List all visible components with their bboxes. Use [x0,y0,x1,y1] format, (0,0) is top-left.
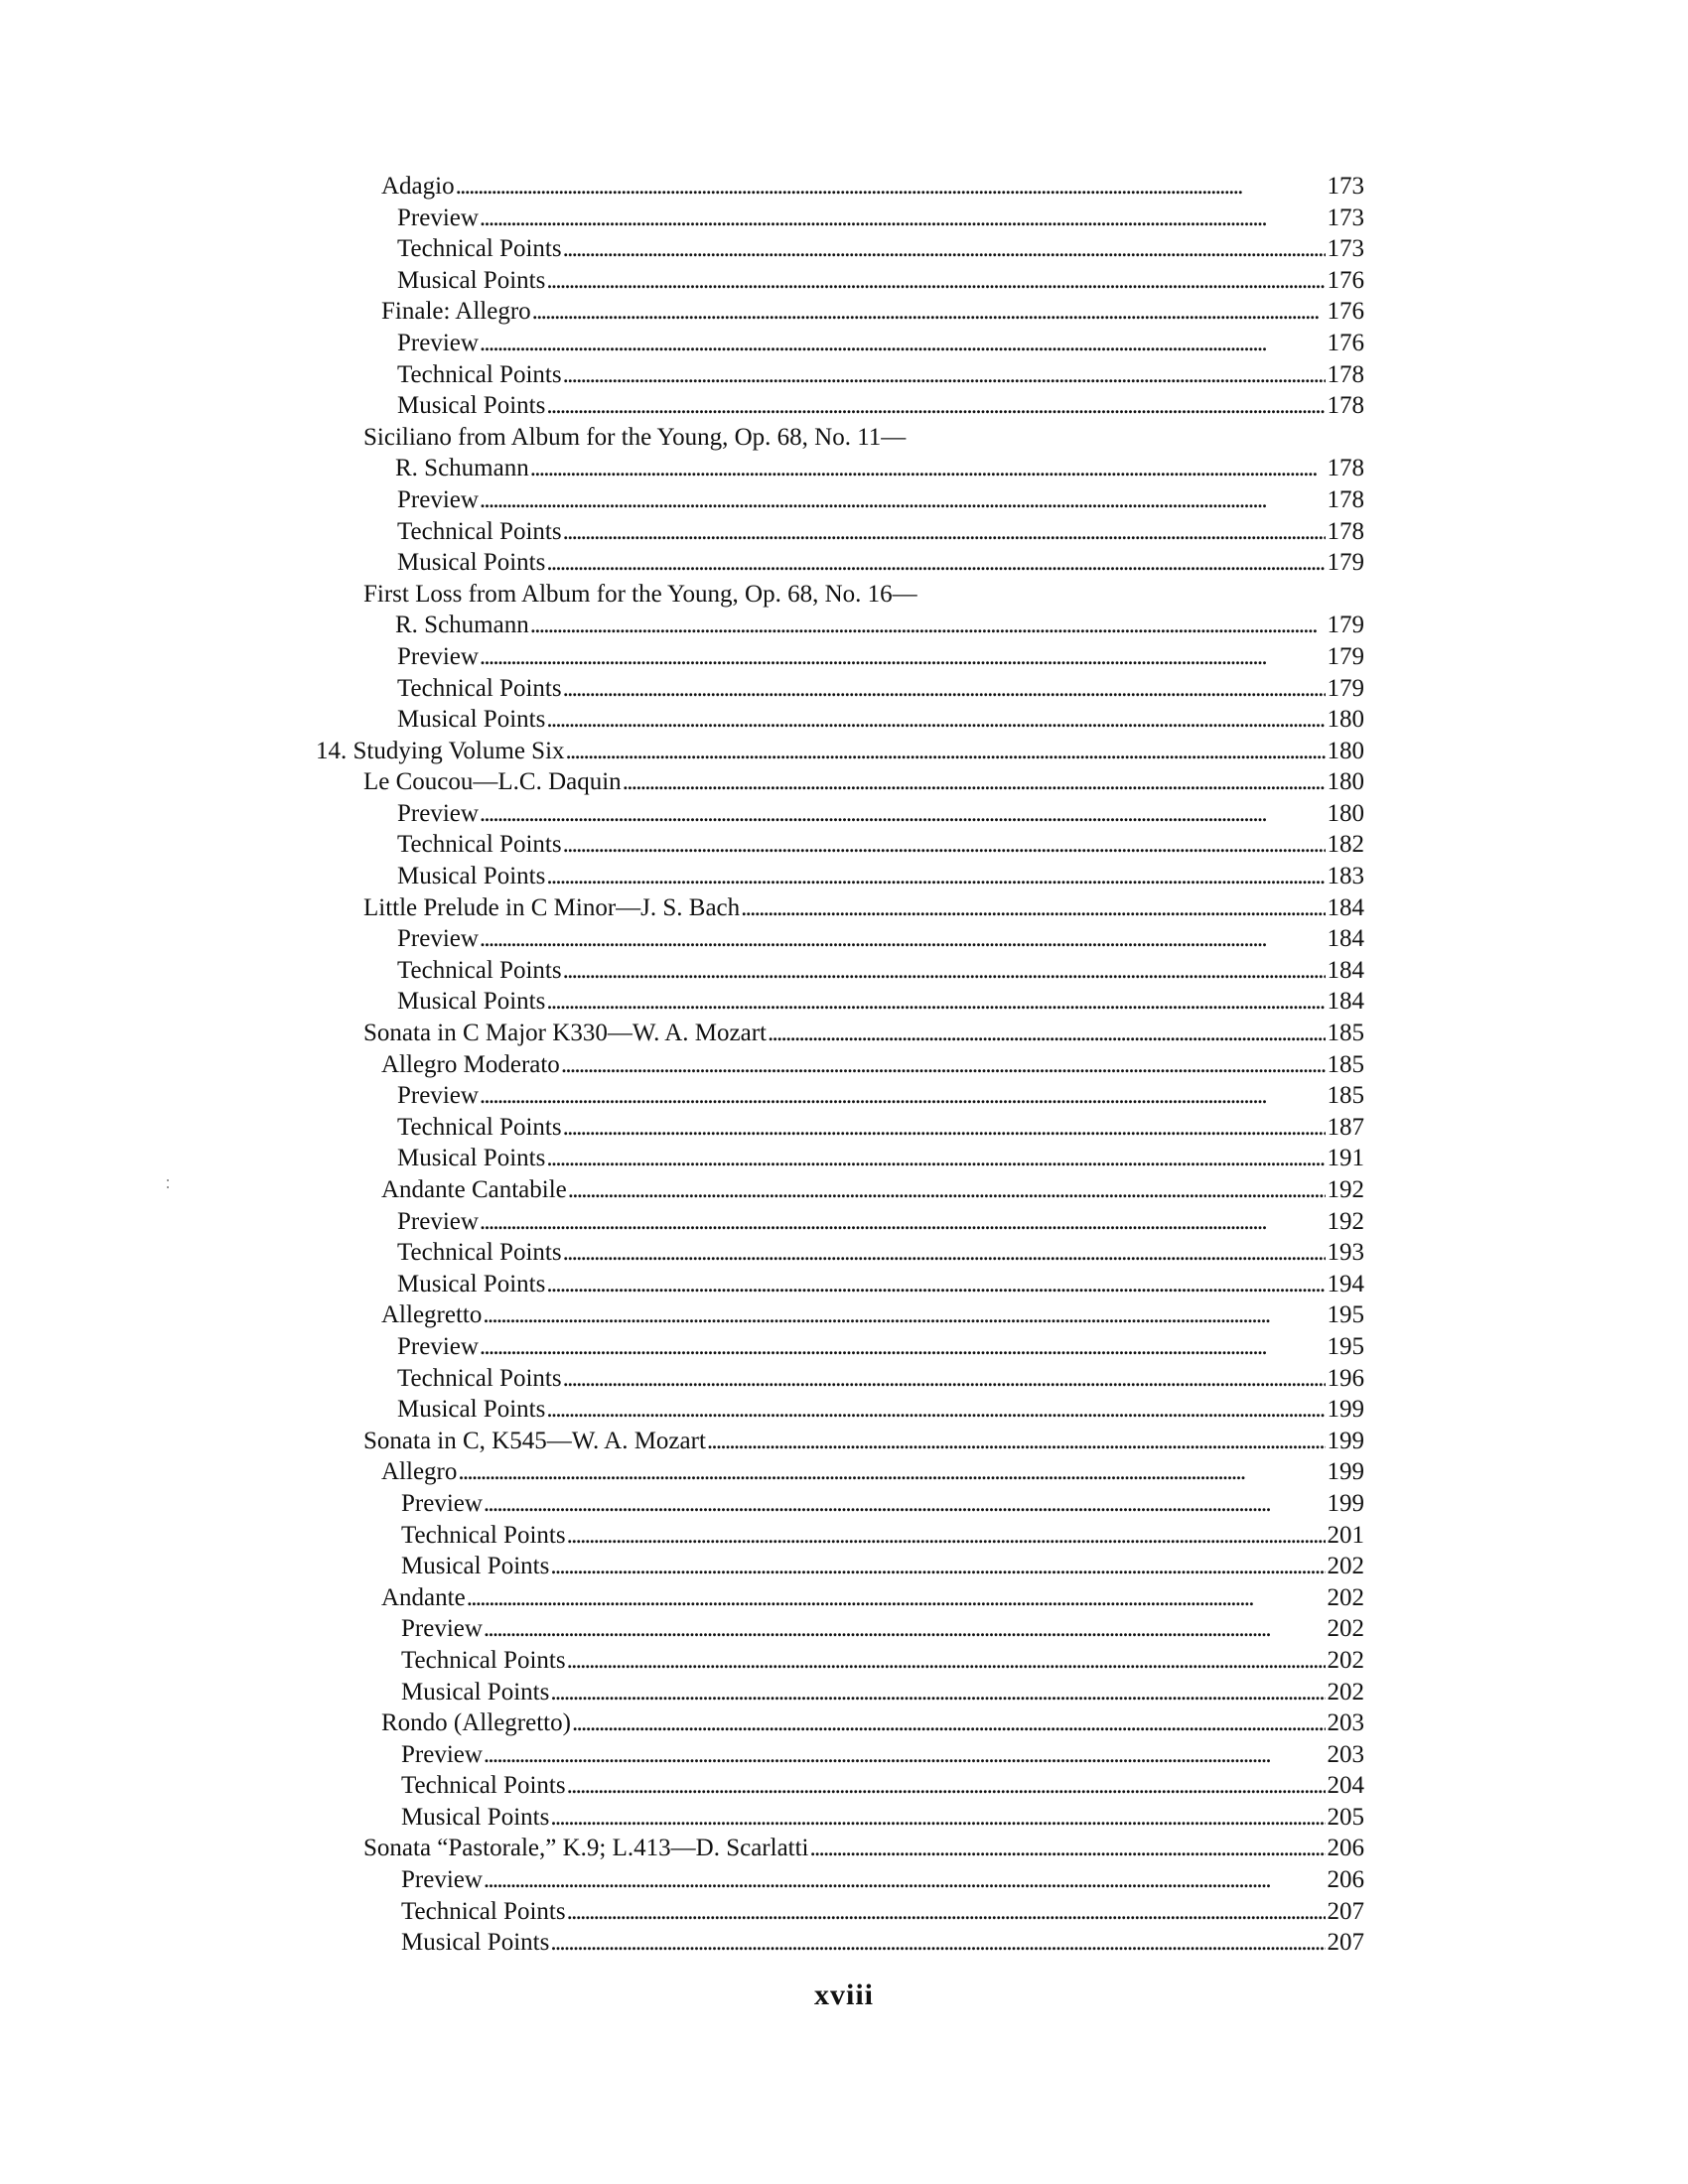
dot-leader [563,673,1326,705]
toc-entry [0,986,1364,1018]
dot-leader [484,1739,1326,1771]
toc-entry-title: Technical Points [397,360,562,388]
toc-entry [0,328,1364,359]
toc-entry [0,736,1364,767]
toc-entry-title: Technical Points [397,1113,562,1141]
dot-leader [546,861,1325,892]
toc-entry-title: Le Coucou—L.C. Daquin [363,768,622,796]
toc-entry-title: Musical Points [397,1145,546,1172]
toc-entry-title: Preview [401,1489,483,1517]
dot-leader [546,547,1325,579]
dot-leader [467,1582,1326,1614]
toc-entry-title: Sonata “Pastorale,” K.9; L.413—D. Scarlatti [363,1835,809,1862]
dot-leader [456,171,1326,203]
toc-entry-title: Musical Points [397,549,546,577]
toc-page-number: 178 [1327,485,1364,513]
toc-entry-title: Sonata in C, K545—W. A. Mozart [363,1427,706,1454]
dot-leader [563,829,1326,861]
dot-leader [623,766,1326,798]
dot-leader [563,1112,1326,1144]
toc-page-number: 185 [1327,1020,1364,1047]
toc-page-number: 180 [1327,706,1364,734]
toc-entry [0,1299,1364,1331]
table-of-contents [0,171,1688,1959]
toc-entry-title: Technical Points [397,674,562,702]
dot-leader [546,1394,1325,1426]
toc-entry-title: Adagio [381,173,455,200]
toc-entry-title: R. Schumann [395,455,529,482]
dot-leader [563,359,1326,391]
toc-entry-title: Musical Points [401,1803,550,1831]
toc-page-number: 196 [1327,1364,1364,1392]
dot-leader [550,1927,1325,1959]
dot-leader [563,516,1326,548]
toc-entry-title: Technical Points [397,1364,562,1392]
dot-leader [458,1456,1325,1488]
toc-page-number: 201 [1327,1521,1364,1549]
dot-leader [484,1864,1326,1896]
toc-entry [0,1677,1364,1708]
toc-entry [0,610,1364,641]
toc-page-number: 206 [1327,1866,1364,1894]
dot-leader [563,955,1326,987]
dot-leader [546,704,1325,736]
toc-page-number: 179 [1327,642,1364,670]
dot-leader [480,1080,1326,1112]
toc-entry-title: Little Prelude in C Minor—J. S. Bach [363,893,741,921]
toc-entry-title: Technical Points [401,1646,566,1674]
toc-entry [0,923,1364,955]
dot-leader [567,1770,1326,1802]
toc-entry-title: R. Schumann [395,612,529,639]
toc-entry [0,390,1364,422]
toc-entry-title: Preview [397,485,479,513]
toc-page-number: 204 [1327,1772,1364,1800]
dot-leader [768,1018,1326,1049]
dot-leader [484,1613,1326,1645]
toc-page-number: 173 [1327,173,1364,200]
toc-page-number: 180 [1327,799,1364,827]
toc-page-number: 179 [1327,674,1364,702]
toc-page-number: 199 [1327,1458,1364,1486]
toc-entry [0,641,1364,673]
dot-leader [567,1896,1326,1928]
toc-entry [0,1802,1364,1834]
dot-leader [530,610,1326,641]
toc-entry [0,766,1364,798]
toc-entry [0,955,1364,987]
toc-entry-title: Rondo (Allegretto) [381,1709,571,1737]
toc-entry-title: Musical Points [397,988,546,1016]
toc-page-number: 207 [1327,1897,1364,1925]
toc-entry-title: Siciliano from Album for the Young, Op. 68, No. 11— [363,423,907,451]
toc-page-number: 182 [1327,831,1364,859]
dot-leader [563,233,1326,265]
toc-entry [0,704,1364,736]
toc-entry-title: Preview [401,1866,483,1894]
toc-entry [0,1206,1364,1238]
toc-page-number: 178 [1327,360,1364,388]
dot-leader [484,1488,1326,1520]
toc-page-number: 203 [1327,1709,1364,1737]
toc-entry [0,1112,1364,1144]
toc-entry-title: Technical Points [401,1772,566,1800]
toc-page-number: 187 [1327,1113,1364,1141]
toc-entry [0,1237,1364,1269]
toc-entry [0,1520,1364,1552]
toc-entry [0,1770,1364,1802]
toc-page-number: 178 [1327,455,1364,482]
toc-entry [0,265,1364,297]
toc-entry [0,484,1364,516]
toc-entry-title: Andante [381,1583,466,1611]
toc-entry-title: 14. Studying Volume Six [316,737,565,764]
toc-entry-title: Allegretto [381,1301,483,1329]
toc-entry [0,1739,1364,1771]
dot-leader [530,453,1326,484]
toc-entry [0,1394,1364,1426]
toc-entry [0,233,1364,265]
toc-entry-title: Musical Points [397,1270,546,1297]
toc-entry-title: Preview [397,925,479,953]
toc-entry-title: Musical Points [401,1553,550,1580]
toc-page-number: 207 [1327,1929,1364,1957]
toc-page-number: 195 [1327,1301,1364,1329]
toc-entry [0,1927,1364,1959]
page-number: xviii [813,1979,874,2011]
toc-page-number: 202 [1327,1678,1364,1706]
dot-leader [480,203,1326,234]
toc-entry-title: Technical Points [397,235,562,263]
toc-page-number: 193 [1327,1239,1364,1267]
toc-page-number: 176 [1327,266,1364,294]
toc-entry [0,1143,1364,1174]
toc-page-number: 183 [1327,863,1364,890]
toc-entry [0,1582,1364,1614]
toc-entry-title: Preview [401,1615,483,1643]
toc-entry [0,1707,1364,1739]
toc-page-number: 179 [1327,549,1364,577]
toc-entry [0,296,1364,328]
dot-leader [741,892,1325,924]
toc-page-number: 203 [1327,1740,1364,1768]
toc-entry [0,1331,1364,1363]
toc-page-number: 173 [1327,235,1364,263]
toc-entry-title: Technical Points [401,1897,566,1925]
toc-page-number: 202 [1327,1553,1364,1580]
toc-entry-title: Preview [397,1207,479,1235]
toc-page-number: 176 [1327,298,1364,326]
toc-page-number: 191 [1327,1145,1364,1172]
dot-leader [480,328,1326,359]
toc-entry-title: Musical Points [401,1678,550,1706]
toc-entry [0,829,1364,861]
toc-entry [0,547,1364,579]
dot-leader [546,390,1325,422]
toc-entry-title: Musical Points [397,706,546,734]
toc-entry-title: Finale: Allegro [381,298,531,326]
toc-entry [0,1645,1364,1677]
dot-leader [480,484,1326,516]
toc-page-number: 184 [1327,956,1364,984]
toc-entry [0,516,1364,548]
toc-entry [0,203,1364,234]
toc-entry [0,1551,1364,1582]
dot-leader [563,1363,1326,1395]
toc-page-number: 178 [1327,392,1364,420]
toc-page-number: 202 [1327,1646,1364,1674]
toc-entry-title: Preview [401,1740,483,1768]
toc-page-number: 184 [1327,893,1364,921]
dot-leader [532,296,1326,328]
toc-entry [0,798,1364,830]
toc-page-number: 205 [1327,1803,1364,1831]
toc-page-number: 180 [1327,768,1364,796]
toc-page-number: 194 [1327,1270,1364,1297]
toc-entry-title: Allegro [381,1458,458,1486]
toc-page-number: 195 [1327,1332,1364,1360]
toc-entry-title: Allegro Moderato [381,1050,560,1078]
toc-page-number: 180 [1327,737,1364,764]
toc-entry [0,1613,1364,1645]
toc-entry [0,1488,1364,1520]
dot-leader [550,1802,1325,1834]
toc-page-number: 199 [1327,1427,1364,1454]
toc-entry [0,1456,1364,1488]
toc-page-number: 202 [1327,1615,1364,1643]
toc-entry [0,422,1364,454]
toc-entry-title: Sonata in C Major K330—W. A. Mozart [363,1020,767,1047]
toc-entry-title: Preview [397,329,479,356]
toc-entry-title: Andante Cantabile [381,1176,567,1203]
toc-entry [0,1269,1364,1300]
toc-page-number: 185 [1327,1082,1364,1110]
toc-entry-title: First Loss from Album for the Young, Op. 68, No. 16— [363,580,917,608]
toc-page-number: 179 [1327,612,1364,639]
toc-page-number: 192 [1327,1207,1364,1235]
toc-entry [0,359,1364,391]
dot-leader [546,1143,1325,1174]
toc-entry-title: Preview [397,799,479,827]
dot-leader [707,1426,1326,1457]
dot-leader [566,736,1326,767]
dot-leader [810,1833,1326,1864]
toc-entry-title: Technical Points [397,1239,562,1267]
toc-page-number: 173 [1327,204,1364,231]
toc-entry-title: Technical Points [397,956,562,984]
dot-leader [561,1049,1326,1081]
toc-entry [0,1864,1364,1896]
toc-entry [0,1833,1364,1864]
toc-page-number: 176 [1327,329,1364,356]
dot-leader [567,1520,1326,1552]
toc-entry-title: Preview [397,1332,479,1360]
toc-page-number: 178 [1327,517,1364,545]
toc-entry-title: Musical Points [401,1929,550,1957]
toc-entry-title: Technical Points [401,1521,566,1549]
toc-entry-title: Musical Points [397,392,546,420]
toc-entry-title: Technical Points [397,831,562,859]
dot-leader [546,265,1325,297]
toc-entry [0,1896,1364,1928]
toc-entry [0,579,1364,611]
toc-entry-title: Preview [397,642,479,670]
toc-entry [0,171,1364,203]
toc-page-number: 185 [1327,1050,1364,1078]
toc-page-number: 199 [1327,1489,1364,1517]
toc-page-number: 206 [1327,1835,1364,1862]
toc-entry [0,861,1364,892]
toc-entry [0,1018,1364,1049]
toc-entry-title: Musical Points [397,863,546,890]
toc-entry [0,892,1364,924]
toc-entry [0,1426,1364,1457]
toc-entry-title: Technical Points [397,517,562,545]
toc-entry [0,1363,1364,1395]
toc-entry-title: Musical Points [397,1396,546,1424]
dot-leader [572,1707,1326,1739]
dot-leader [480,798,1326,830]
dot-leader [568,1174,1326,1206]
toc-page-number: 192 [1327,1176,1364,1203]
dot-leader [563,1237,1326,1269]
toc-entry-title: Musical Points [397,266,546,294]
toc-entry [0,1174,1364,1206]
toc-page-number: 199 [1327,1396,1364,1424]
dot-leader [550,1677,1325,1708]
toc-entry [0,1049,1364,1081]
dot-leader [483,1299,1325,1331]
toc-entry [0,673,1364,705]
toc-entry [0,453,1364,484]
dot-leader [550,1551,1325,1582]
dot-leader [567,1645,1326,1677]
dot-leader [546,1269,1325,1300]
dot-leader [480,641,1326,673]
dot-leader [546,986,1325,1018]
toc-entry-title: Preview [397,204,479,231]
dot-leader [480,1331,1326,1363]
toc-page-number: 184 [1327,988,1364,1016]
toc-entry [0,1080,1364,1112]
toc-page-number: 184 [1327,925,1364,953]
dot-leader [480,1206,1326,1238]
scan-mark [167,1179,169,1189]
toc-entry-title: Preview [397,1082,479,1110]
dot-leader [480,923,1326,955]
toc-page-number: 202 [1327,1583,1364,1611]
